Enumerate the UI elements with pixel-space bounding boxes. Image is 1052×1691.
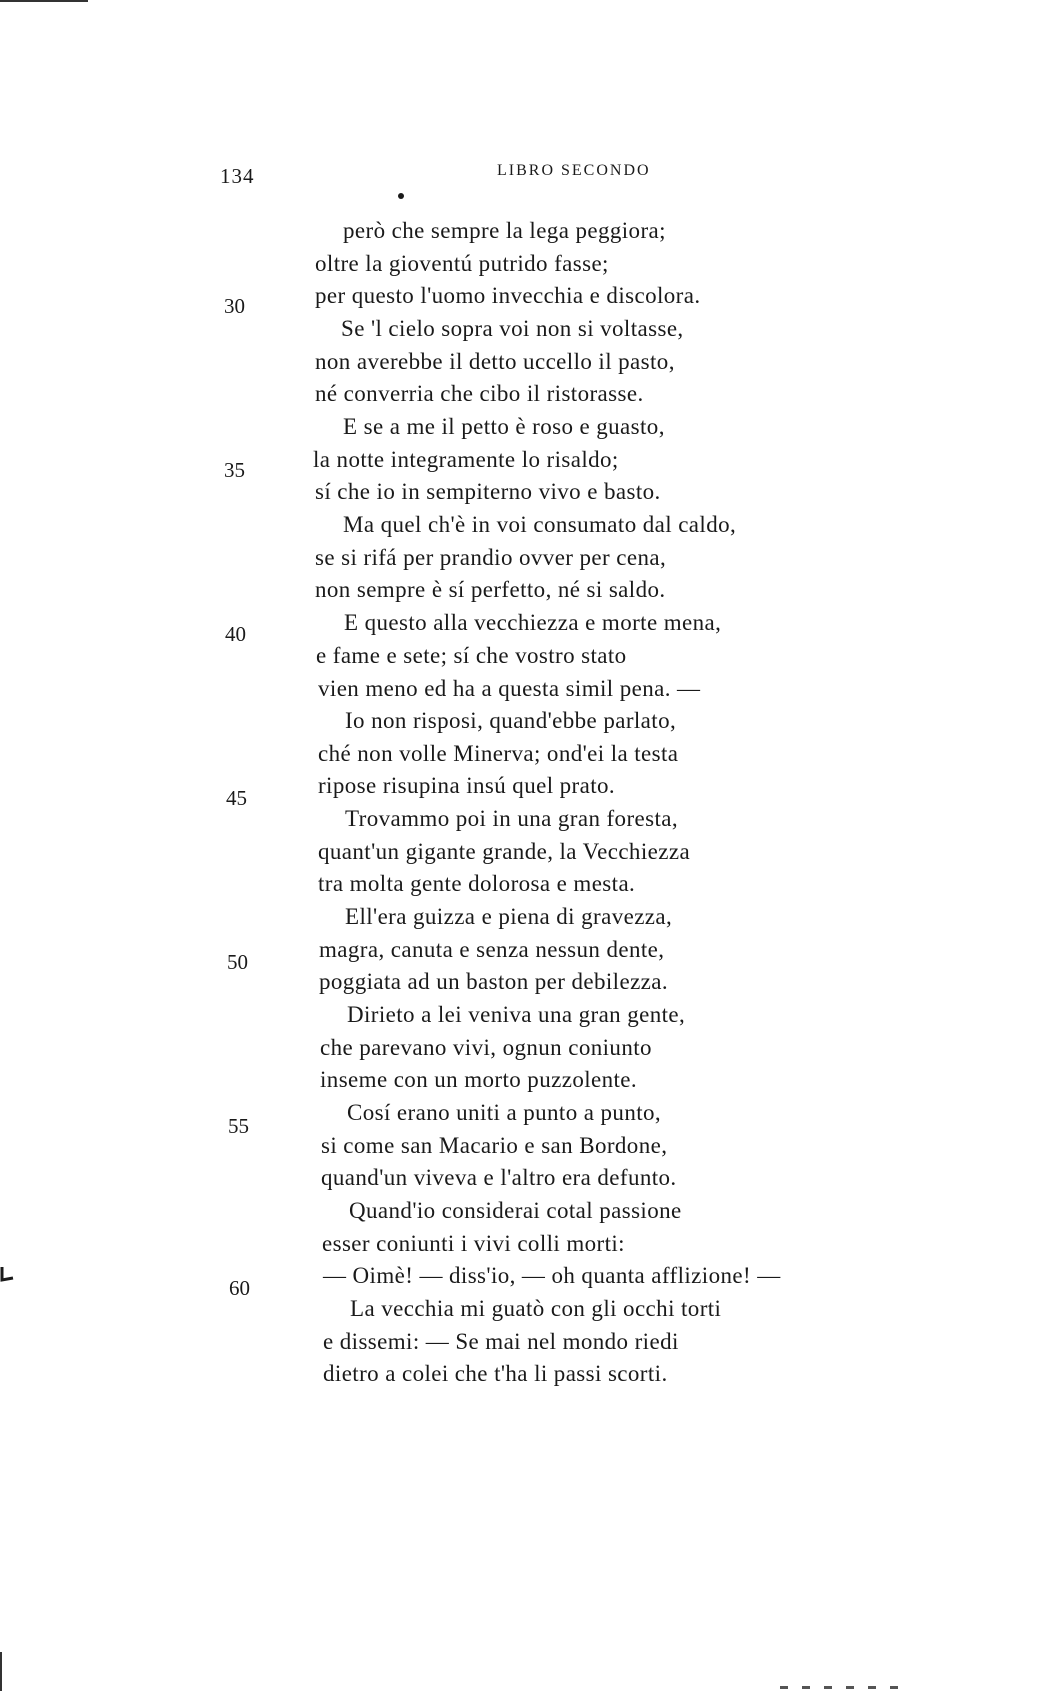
line-number: 45	[226, 786, 247, 810]
scan-edge-mark-top	[0, 0, 88, 2]
verse-line: inseme con un morto puzzolente.	[320, 1067, 638, 1092]
line-number: 35	[224, 458, 245, 482]
verse-line: però che sempre la lega peggiora;	[343, 218, 666, 243]
verse-line: se si rifá per prandio ovver per cena,	[315, 545, 667, 570]
verse-line: La vecchia mi guatò con gli occhi torti	[350, 1296, 722, 1321]
verse-line: Cosí erano uniti a punto a punto,	[347, 1100, 662, 1125]
verse-line: esser coniunti i vivi colli morti:	[322, 1231, 625, 1256]
verse-line: che parevano vivi, ognun coniunto	[320, 1035, 652, 1060]
verse-line: ripose risupina insú quel prato.	[318, 773, 616, 798]
verse-line: e dissemi: — Se mai nel mondo riedi	[323, 1329, 679, 1354]
verse-line: magra, canuta e senza nessun dente,	[319, 937, 665, 962]
verse-line: né converria che cibo il ristorasse.	[315, 381, 644, 406]
verse-line: quand'un viveva e l'altro era defunto.	[321, 1165, 677, 1190]
scan-edge-mark-bottom-left	[0, 1652, 2, 1691]
page-number: 134	[220, 164, 255, 188]
verse-line: Quand'io considerai cotal passione	[349, 1198, 682, 1223]
verse-line: Io non risposi, quand'ebbe parlato,	[345, 708, 677, 733]
verse-line: tra molta gente dolorosa e mesta.	[318, 871, 636, 896]
verse-line: ché non volle Minerva; ond'ei la testa	[318, 741, 679, 766]
verse-line: oltre la gioventú putrido fasse;	[315, 251, 609, 276]
verse-line: E questo alla vecchiezza e morte mena,	[344, 610, 722, 635]
scan-edge-mark-bottom	[780, 1686, 910, 1689]
verse-line: non averebbe il detto uccello il pasto,	[315, 349, 675, 374]
verse-line: e fame e sete; sí che vostro stato	[316, 643, 627, 668]
running-title: LIBRO SECONDO	[497, 162, 651, 179]
line-number: 30	[224, 294, 245, 318]
verse-line: si come san Macario e san Bordone,	[321, 1133, 668, 1158]
scan-margin-mark-icon	[0, 1266, 14, 1282]
verse-line: Ma quel ch'è in voi consumato dal caldo,	[343, 512, 737, 537]
verse-line: non sempre è sí perfetto, né si saldo.	[315, 577, 666, 602]
verse-line: sí che io in sempiterno vivo e basto.	[315, 479, 661, 504]
verse-line: quant'un gigante grande, la Vecchiezza	[318, 839, 691, 864]
line-number: 50	[227, 950, 248, 974]
verse-line: Dirieto a lei veniva una gran gente,	[347, 1002, 686, 1027]
line-number: 60	[229, 1276, 250, 1300]
verse-line: Se 'l cielo sopra voi non si voltasse,	[341, 316, 684, 341]
verse-line: per questo l'uomo invecchia e discolora.	[315, 283, 701, 308]
verse-line: vien meno ed ha a questa simil pena. —	[318, 676, 701, 701]
verse-line: E se a me il petto è roso e guasto,	[343, 414, 665, 439]
line-number: 40	[225, 622, 246, 646]
verse-line: poggiata ad un baston per debilezza.	[319, 969, 669, 994]
printer-dot	[398, 193, 404, 199]
verse-line: Ell'era guizza e piena di gravezza,	[345, 904, 673, 929]
verse-line: dietro a colei che t'ha li passi scorti.	[323, 1361, 668, 1386]
verse-line: Trovammo poi in una gran foresta,	[345, 806, 679, 831]
verse-line: la notte integramente lo risaldo;	[313, 447, 619, 472]
line-number: 55	[228, 1114, 249, 1138]
verse-line: — Oimè! — diss'io, — oh quanta afflizione! —	[323, 1263, 781, 1288]
